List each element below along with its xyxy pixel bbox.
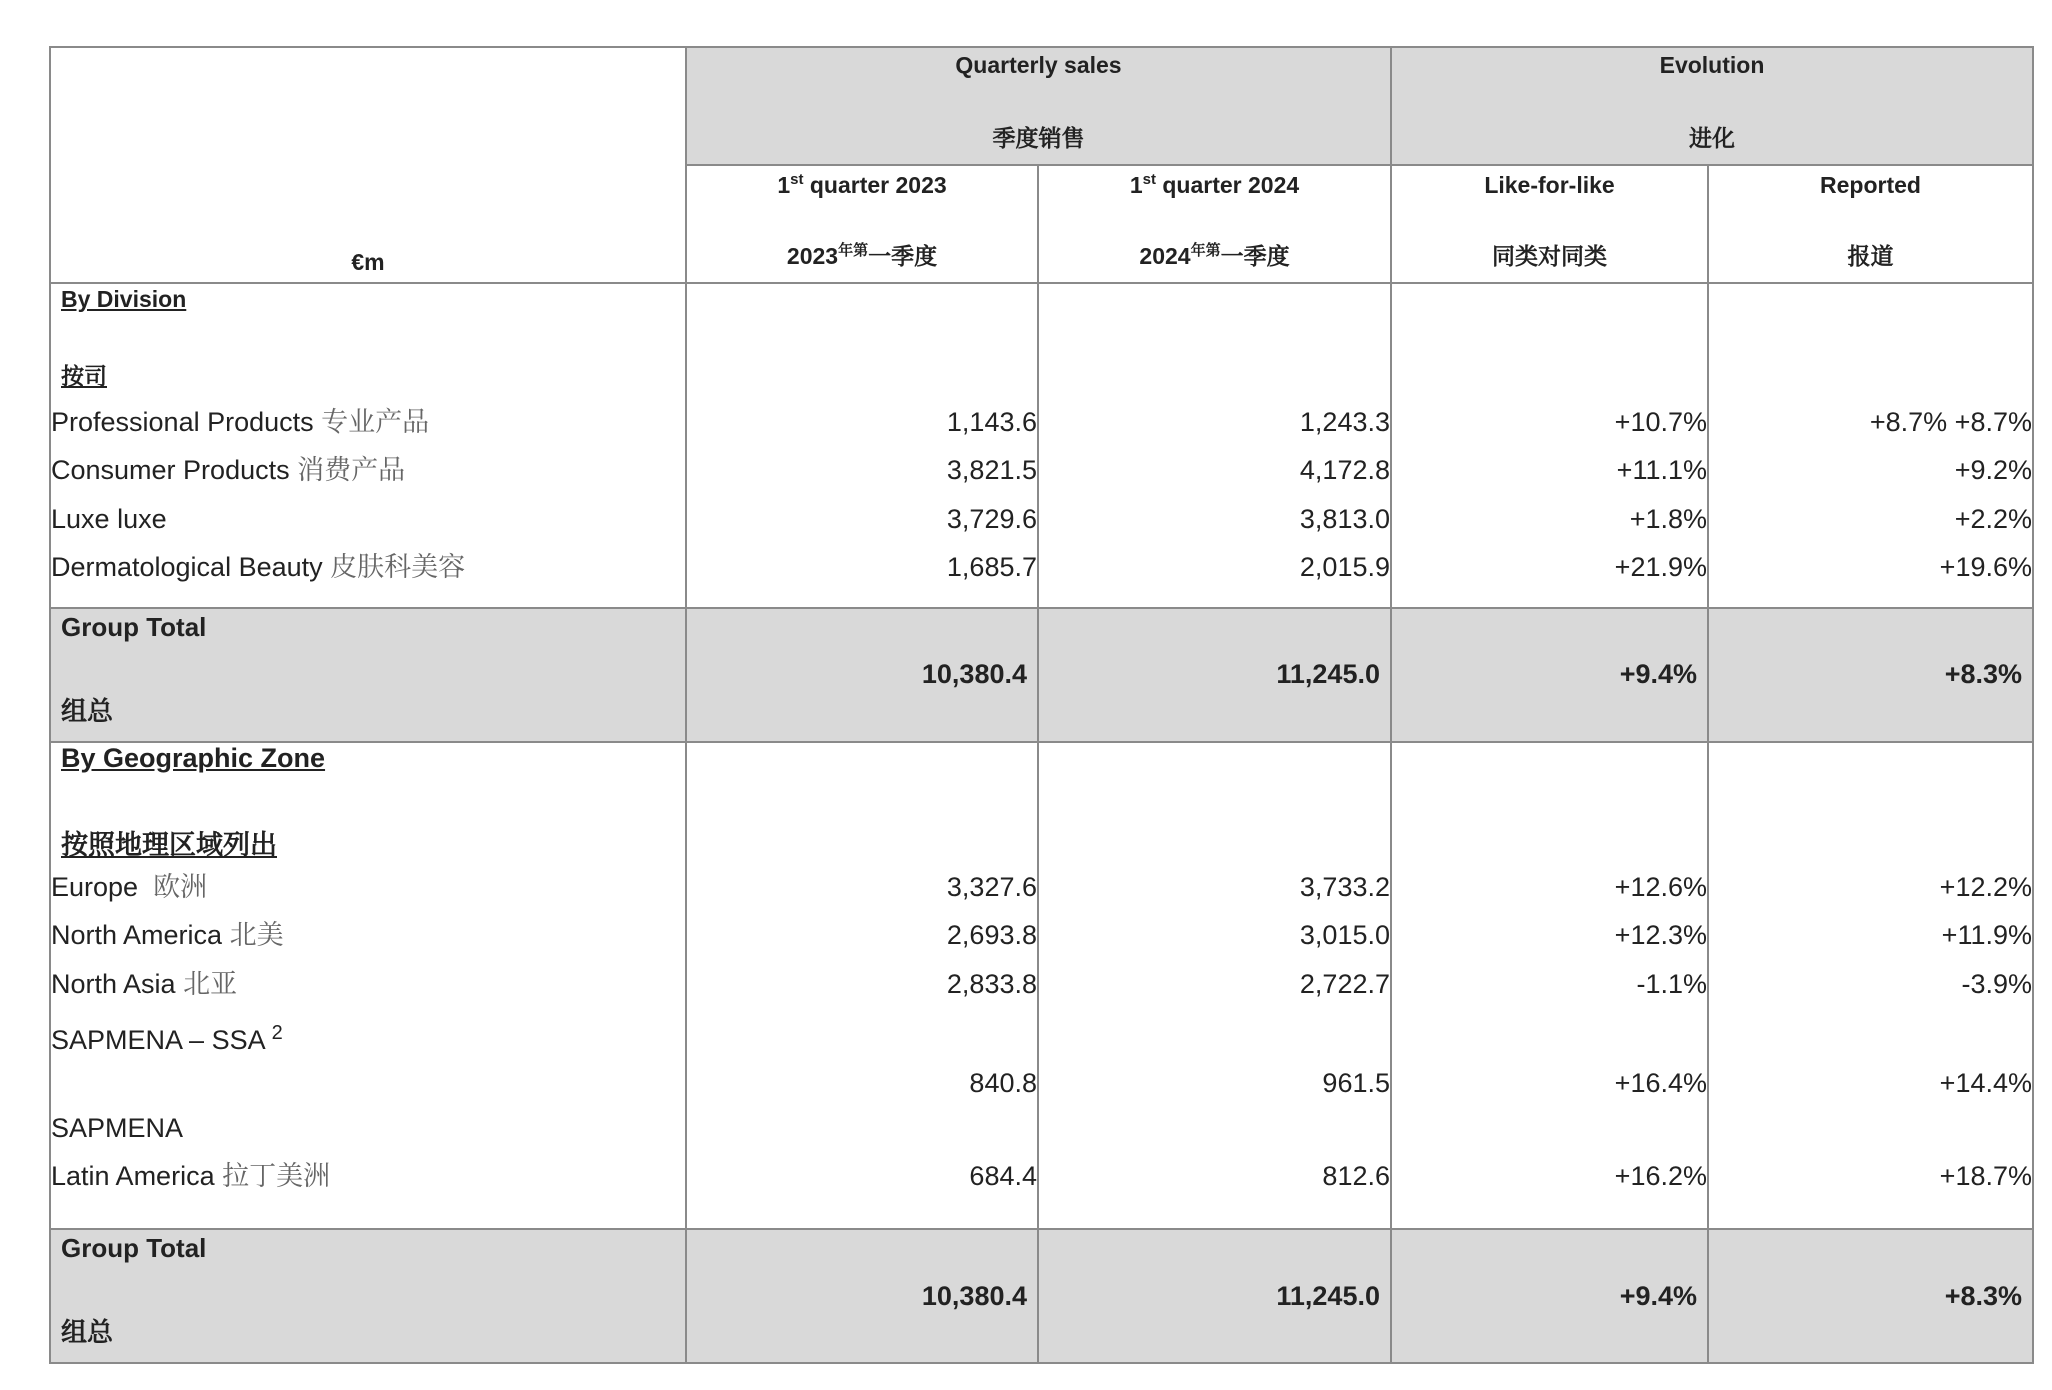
row-label-zh: 拉丁美洲: [222, 1161, 331, 1191]
geo-heading-zh: 按照地理区域列出: [61, 829, 277, 860]
table-row: [50, 866, 2033, 914]
total-label-en: Group Total: [61, 611, 207, 642]
row-label: [50, 914, 686, 962]
q2024-value: 3,733.2: [1038, 866, 1391, 914]
q2024-zh-sup: 年第: [1190, 242, 1221, 259]
unit-label: €m: [351, 249, 385, 275]
row-label-zh: 欧洲: [153, 871, 208, 902]
row-label: [50, 1155, 686, 1229]
row-label: [50, 963, 686, 1011]
quarterly-sales-zh: 季度销售: [992, 125, 1085, 151]
table-row: [50, 1155, 2033, 1229]
row-label-zh: 北美: [229, 920, 284, 951]
reported-value: +19.6%: [1708, 546, 2033, 608]
total-label-en: Group Total: [61, 1233, 207, 1263]
row-label-en: Europe: [51, 871, 139, 902]
lfl-zh: 同类对同类: [1492, 243, 1607, 269]
q2023-value: 2,693.8: [686, 914, 1038, 962]
evolution-header: [1391, 47, 2033, 165]
reported-value: +12.2%: [1708, 866, 2033, 914]
row-label-en: Latin America: [51, 1161, 215, 1191]
row-label: [50, 866, 686, 914]
total-label-zh: 组总: [61, 1317, 114, 1347]
reported-value: -3.9%: [1708, 963, 2033, 1011]
q2023-prefix: 1: [777, 172, 791, 198]
lfl-value: +21.9%: [1391, 546, 1708, 608]
row-label-zh: 专业产品: [321, 407, 430, 437]
q2023-zh-sup: 年第: [838, 242, 869, 259]
q2024-value: 1,243.3: [1038, 401, 1391, 449]
q2024-header: [1038, 165, 1391, 283]
total-q2024-value: 11,245.0: [1038, 1229, 1391, 1363]
total-lfl-value: +9.4%: [1391, 608, 1708, 742]
table-row: [50, 963, 2033, 1011]
q2024-prefix: 1: [1129, 172, 1143, 198]
row-label-en: Dermatological Beauty: [51, 551, 323, 582]
reported-zh: 报道: [1847, 243, 1894, 269]
q2023-value: 3,327.6: [686, 866, 1038, 914]
quarterly-sales-header: [686, 47, 1391, 165]
row-label-en: North Asia: [51, 968, 176, 999]
row-label-zh: 消费产品: [297, 455, 406, 486]
q2024-value: 3,015.0: [1038, 914, 1391, 962]
geo-heading-en: By Geographic Zone: [61, 742, 326, 773]
row-label-en: Professional Products: [51, 407, 314, 437]
row-label-en: North America: [51, 920, 223, 951]
row-label-en: Consumer Products: [51, 455, 290, 486]
quarterly-sales-en: Quarterly sales: [955, 52, 1122, 78]
row-label-zh: 北亚: [183, 968, 238, 999]
division-total-row: [50, 608, 2033, 742]
table-row: [50, 914, 2033, 962]
row-label-zh: luxe: [117, 503, 167, 534]
row-label-en: Luxe: [51, 503, 110, 534]
reported-value: +18.7%: [1708, 1155, 2033, 1229]
reported-value: +8.7% +8.7%: [1708, 401, 2033, 449]
q2024-value: 3,813.0: [1038, 498, 1391, 546]
total-reported-value: +8.3%: [1708, 1229, 2033, 1363]
lfl-value: +12.6%: [1391, 866, 1708, 914]
table-row: [50, 1011, 2033, 1155]
total-label: [50, 608, 686, 742]
row-label: [50, 546, 686, 608]
q2024-zh-year: 2024: [1139, 243, 1191, 269]
total-reported-value: +8.3%: [1708, 608, 2033, 742]
division-heading-zh: 按司: [61, 363, 107, 389]
row-label-zh: 皮肤科美容: [330, 551, 466, 582]
reported-value: +11.9%: [1708, 914, 2033, 962]
lfl-value: +1.8%: [1391, 498, 1708, 546]
reported-header: [1708, 165, 2033, 283]
q2023-suffix: quarter 2023: [803, 172, 947, 198]
q2023-zh-tail: 一季度: [868, 243, 938, 269]
total-lfl-value: +9.4%: [1391, 1229, 1708, 1363]
reported-en: Reported: [1820, 172, 1921, 198]
evolution-zh: 进化: [1689, 125, 1735, 151]
q2023-sup: st: [790, 171, 804, 188]
q2023-zh-year: 2023: [786, 243, 839, 269]
total-q2024-value: 11,245.0: [1038, 608, 1391, 742]
q2023-value: 2,833.8: [686, 963, 1038, 1011]
q2023-value: 1,143.6: [686, 401, 1038, 449]
total-q2023-value: 10,380.4: [686, 1229, 1038, 1363]
table-row: [50, 546, 2033, 608]
footnote-marker: 2: [271, 1021, 283, 1044]
q2023-value: 3,821.5: [686, 449, 1038, 497]
q2023-header: [686, 165, 1038, 283]
row-label-en: SAPMENA – SSA: [51, 1024, 265, 1055]
q2024-suffix: quarter 2024: [1155, 172, 1300, 198]
lfl-value: +11.1%: [1391, 449, 1708, 497]
unit-header-cell: [50, 47, 686, 283]
reported-value: +14.4%: [1708, 1011, 2033, 1155]
lfl-value: +10.7%: [1391, 401, 1708, 449]
table-row: [50, 401, 2033, 449]
total-q2023-value: 10,380.4: [686, 608, 1038, 742]
row-label: [50, 401, 686, 449]
table-row: [50, 498, 2033, 546]
row-label: [50, 498, 686, 546]
lfl-header: [1391, 165, 1708, 283]
q2024-value: 2,015.9: [1038, 546, 1391, 608]
row-label: [50, 1011, 686, 1155]
q2023-value: 3,729.6: [686, 498, 1038, 546]
row-label-zh: SAPMENA: [51, 1112, 184, 1143]
q2023-value: 1,685.7: [686, 546, 1038, 608]
evolution-en: Evolution: [1659, 52, 1765, 78]
q2024-sup: st: [1142, 171, 1156, 188]
lfl-value: +16.4%: [1391, 1011, 1708, 1155]
quarterly-sales-table: [49, 46, 2034, 1364]
division-heading-en: By Division: [61, 286, 187, 312]
q2024-value: 2,722.7: [1038, 963, 1391, 1011]
q2023-value: 840.8: [686, 1011, 1038, 1155]
geo-heading: [50, 742, 686, 866]
lfl-value: -1.1%: [1391, 963, 1708, 1011]
q2023-value: 684.4: [686, 1155, 1038, 1229]
division-heading: [50, 283, 686, 401]
q2024-value: 4,172.8: [1038, 449, 1391, 497]
geo-total-row: [50, 1229, 2033, 1363]
lfl-value: +16.2%: [1391, 1155, 1708, 1229]
lfl-value: +12.3%: [1391, 914, 1708, 962]
q2024-value: 961.5: [1038, 1011, 1391, 1155]
q2024-zh-tail: 一季度: [1220, 243, 1290, 269]
row-label: [50, 449, 686, 497]
reported-value: +2.2%: [1708, 498, 2033, 546]
table-row: [50, 449, 2033, 497]
lfl-en: Like-for-like: [1484, 172, 1615, 198]
reported-value: +9.2%: [1708, 449, 2033, 497]
total-label: [50, 1229, 686, 1363]
total-label-zh: 组总: [61, 695, 114, 726]
q2024-value: 812.6: [1038, 1155, 1391, 1229]
